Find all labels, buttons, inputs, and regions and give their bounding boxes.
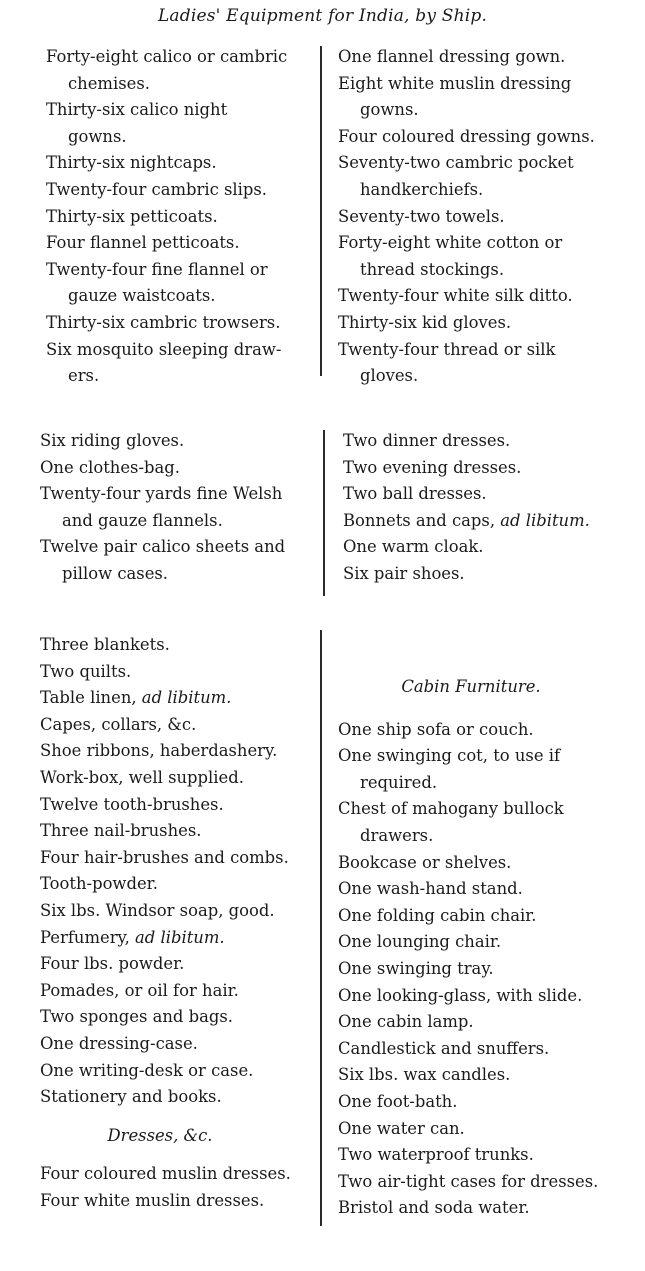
list-item: [338, 71, 595, 124]
item-text: Twenty-four white silk ditto.: [338, 286, 573, 306]
list-item: [338, 983, 604, 1010]
list-item: [40, 792, 291, 819]
column-divider: [323, 430, 325, 596]
section2-left-column: [40, 428, 285, 588]
list-item: [40, 632, 291, 659]
item-text: Two dinner dresses.: [343, 431, 511, 450]
list-item: [338, 1116, 604, 1143]
list-item: [40, 818, 291, 845]
list-item: [338, 204, 595, 231]
item-text: Work-box, well supplied.: [40, 767, 244, 787]
list-item: [40, 978, 291, 1005]
list-item: [338, 150, 595, 203]
list-item: [338, 1009, 604, 1036]
item-text: Thirty-six kid gloves.: [338, 312, 512, 332]
item-text: One swinging cot, to use if: [338, 746, 561, 766]
item-text: One writing-desk or case.: [40, 1060, 254, 1080]
list-item: [40, 1058, 291, 1085]
column-divider: [320, 630, 322, 1226]
item-text: and gauze flannels.: [62, 510, 223, 530]
item-text: Four lbs. powder.: [40, 954, 185, 974]
list-item: [343, 508, 590, 535]
list-item: [338, 1036, 604, 1063]
list-item: [46, 97, 287, 150]
item-text: Two quilts.: [40, 661, 132, 681]
item-text: Eight white muslin dressing: [338, 73, 572, 93]
item-text: One dressing-case.: [40, 1033, 198, 1053]
list-item: [40, 898, 291, 925]
item-text: Six lbs. wax candles.: [338, 1065, 511, 1085]
item-text: Stationery and books.: [40, 1087, 222, 1107]
item-text: Four coloured muslin dresses.: [40, 1164, 291, 1184]
item-text: pillow cases.: [62, 563, 169, 583]
list-item: [338, 1089, 604, 1116]
list-item: [46, 337, 287, 390]
item-text: Seventy-two towels.: [338, 206, 505, 226]
list-item: [46, 257, 287, 310]
list-item: [338, 956, 604, 983]
item-text: One ship sofa or couch.: [338, 719, 534, 739]
item-text: Bristol and soda water.: [338, 1198, 530, 1218]
list-item: [40, 738, 291, 765]
item-text: Four hair-brushes and combs.: [40, 847, 289, 867]
list-item: [338, 124, 595, 151]
list-item: [40, 845, 291, 872]
section3-left-column: [40, 632, 291, 1214]
list-item: [40, 925, 291, 952]
item-text: Four coloured dressing gowns.: [338, 126, 595, 146]
list-item: [46, 204, 287, 231]
list-item: [338, 929, 604, 956]
item-text: Six pair shoes.: [343, 563, 465, 583]
item-text: Thirty-six cambric trowsers.: [46, 312, 281, 332]
list-item: [338, 1142, 604, 1169]
list-item: [46, 177, 287, 204]
list-item: [338, 337, 595, 390]
list-item: [338, 44, 595, 71]
list-item: [338, 796, 604, 849]
list-item: [338, 903, 604, 930]
item-text: Six riding gloves.: [40, 431, 185, 450]
list-item: [40, 1031, 291, 1058]
list-item: [46, 150, 287, 177]
list-item: [40, 712, 291, 739]
item-text: required.: [360, 772, 438, 792]
list-item: [40, 685, 291, 712]
list-item: [46, 44, 287, 97]
item-text: Twenty-four cambric slips.: [46, 179, 268, 199]
item-text: Thirty-six petticoats.: [46, 206, 218, 226]
list-item: [343, 428, 590, 455]
item-text: Forty-eight white cotton or: [338, 233, 563, 253]
item-text: gauze waistcoats.: [68, 286, 216, 306]
list-item: [343, 481, 590, 508]
item-text: ers.: [68, 366, 100, 386]
item-text: One clothes-bag.: [40, 457, 180, 477]
item-text: Four white muslin dresses.: [40, 1190, 265, 1210]
item-text: Twenty-four thread or silk: [338, 339, 556, 359]
item-text: Two sponges and bags.: [40, 1007, 234, 1027]
item-text: Twenty-four fine flannel or: [46, 259, 268, 279]
list-item: [338, 1169, 604, 1196]
item-text: Twelve pair calico sheets and: [40, 537, 286, 557]
item-text: gloves.: [360, 366, 419, 386]
item-text: Two waterproof trunks.: [338, 1145, 534, 1165]
item-text: Bonnets and caps,: [343, 510, 501, 530]
item-text: thread stockings.: [360, 259, 505, 279]
section1-left-column: [46, 44, 287, 390]
list-item: [40, 659, 291, 686]
list-item: [40, 1161, 291, 1188]
page-title: Ladies' Equipment for India, by Ship.: [157, 6, 488, 26]
list-item: [338, 283, 595, 310]
item-text: Capes, collars, &c.: [40, 714, 197, 734]
item-text: Six lbs. Windsor soap, good.: [40, 900, 275, 920]
item-text: One swinging tray.: [338, 958, 494, 978]
item-text: One water can.: [338, 1118, 465, 1138]
item-text: Three blankets.: [40, 635, 170, 654]
section2-right-column: [343, 428, 590, 588]
list-item: [338, 717, 604, 744]
list-item: [40, 951, 291, 978]
list-item: [338, 1062, 604, 1089]
cabin-furniture-heading: Cabin Furniture.: [401, 677, 541, 696]
item-text: Bookcase or shelves.: [338, 852, 512, 872]
item-text: Perfumery,: [40, 927, 136, 947]
item-text: One foot-bath.: [338, 1091, 458, 1111]
list-item: [338, 876, 604, 903]
item-text: handkerchiefs.: [360, 179, 484, 199]
item-text: One lounging chair.: [338, 932, 502, 952]
item-text: Shoe ribbons, haberdashery.: [40, 741, 278, 761]
list-item: [343, 561, 590, 588]
list-item: [46, 310, 287, 337]
item-text: Pomades, or oil for hair.: [40, 980, 239, 1000]
item-text: Seventy-two cambric pocket: [338, 153, 574, 173]
list-item: [343, 455, 590, 482]
item-text: drawers.: [360, 825, 434, 845]
list-item: [338, 230, 595, 283]
italic-phrase: ad libitum.: [500, 510, 590, 530]
item-text: One flannel dressing gown.: [338, 47, 566, 66]
item-text: chemises.: [68, 73, 150, 93]
item-text: Thirty-six nightcaps.: [46, 153, 217, 173]
list-item: [40, 765, 291, 792]
list-item: [338, 743, 604, 796]
item-text: Table linen,: [40, 688, 142, 708]
item-text: Two ball dresses.: [343, 484, 487, 504]
item-text: Two evening dresses.: [343, 457, 522, 477]
list-item: [40, 1188, 291, 1215]
list-item: [40, 534, 285, 587]
section1-right-column: [338, 44, 595, 390]
list-item: [40, 428, 285, 455]
item-text: One folding cabin chair.: [338, 905, 537, 925]
item-text: gowns.: [68, 126, 127, 146]
item-text: Four flannel petticoats.: [46, 233, 240, 253]
list-item: [46, 230, 287, 257]
item-text: Thirty-six calico night: [46, 100, 228, 120]
list-item: [40, 481, 285, 534]
item-text: gowns.: [360, 100, 419, 120]
list-item: [338, 850, 604, 877]
list-item: [338, 1195, 604, 1222]
item-text: Candlestick and snuffers.: [338, 1038, 550, 1058]
item-text: Forty-eight calico or cambric: [46, 47, 288, 66]
item-text: Chest of mahogany bullock: [338, 799, 564, 819]
column-divider: [320, 46, 322, 376]
list-item: [343, 534, 590, 561]
item-text: Six mosquito sleeping draw-: [46, 339, 282, 359]
italic-phrase: ad libitum.: [135, 927, 225, 947]
item-text: Tooth-powder.: [40, 874, 158, 894]
item-text: One cabin lamp.: [338, 1012, 474, 1032]
list-item: [40, 1084, 291, 1111]
list-item: [40, 455, 285, 482]
item-text: Two air-tight cases for dresses.: [338, 1171, 599, 1191]
item-text: One warm cloak.: [343, 537, 484, 557]
section3-right-column: [338, 674, 604, 1222]
dresses-heading: Dresses, &c.: [107, 1125, 213, 1145]
item-text: One looking-glass, with slide.: [338, 985, 583, 1005]
item-text: Twenty-four yards fine Welsh: [40, 484, 283, 504]
item-text: One wash-hand stand.: [338, 879, 523, 899]
italic-phrase: ad libitum.: [141, 688, 232, 708]
list-item: [40, 871, 291, 898]
item-text: Three nail-brushes.: [40, 821, 202, 841]
item-text: Twelve tooth-brushes.: [40, 794, 224, 814]
list-item: [338, 310, 595, 337]
list-item: [40, 1004, 291, 1031]
